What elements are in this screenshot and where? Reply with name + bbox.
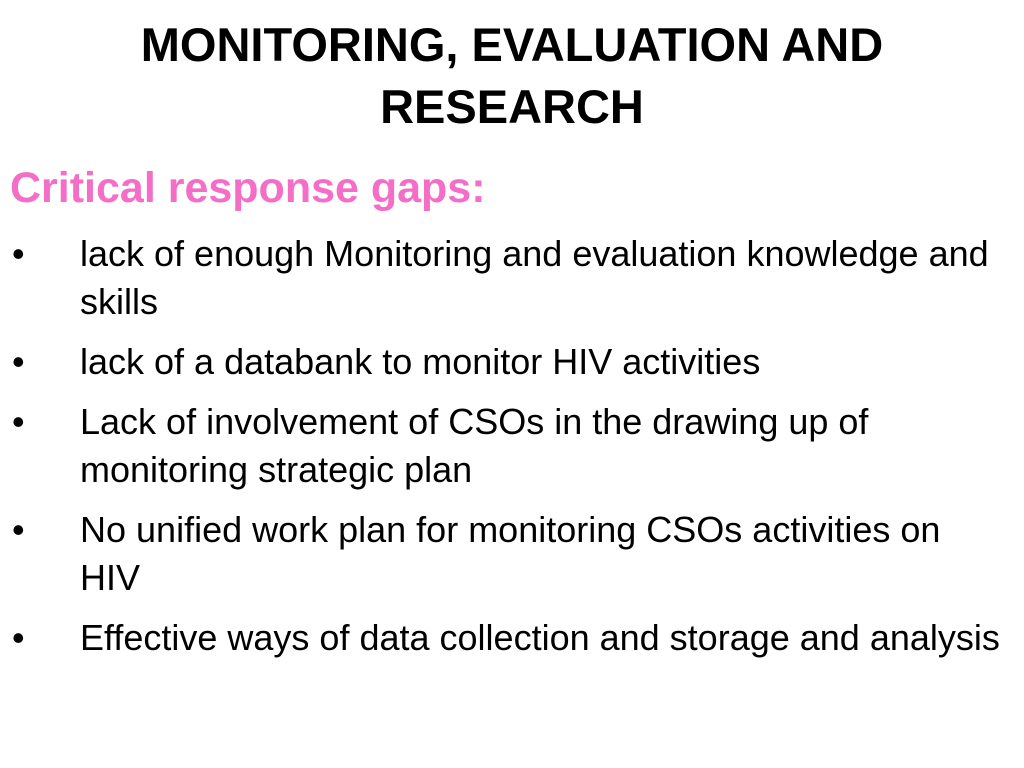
slide-title-line-1: MONITORING, EVALUATION AND [140, 18, 884, 71]
bullet-item-3 [0, 398, 1010, 494]
slide-title [40, 14, 984, 138]
bullet-dot-icon: • [12, 233, 25, 274]
bullet-dot-icon: • [12, 341, 25, 382]
bullet-item-2 [0, 338, 1010, 386]
bullet-item-5 [0, 614, 1010, 662]
bullet-text-2: lack of a databank to monitor HIV activities [80, 341, 761, 382]
bullet-text-1: lack of enough Monitoring and evaluation knowledge and skills [80, 233, 989, 322]
bullet-dot-icon: • [12, 509, 25, 550]
bullet-item-4 [0, 506, 1010, 602]
bullet-item-1 [0, 230, 1010, 326]
section-subtitle: Critical response gaps: [10, 164, 486, 212]
bullet-text-5: Effective ways of data collection and storage and analysis [80, 617, 1000, 658]
bullet-dot-icon: • [12, 617, 25, 658]
bullet-list [0, 230, 1010, 674]
bullet-dot-icon: • [12, 401, 25, 442]
bullet-text-4: No unified work plan for monitoring CSOs activities on HIV [80, 509, 941, 598]
bullet-text-3: Lack of involvement of CSOs in the drawing up of monitoring strategic plan [80, 401, 869, 490]
slide-title-line-2: RESEARCH [380, 80, 644, 133]
